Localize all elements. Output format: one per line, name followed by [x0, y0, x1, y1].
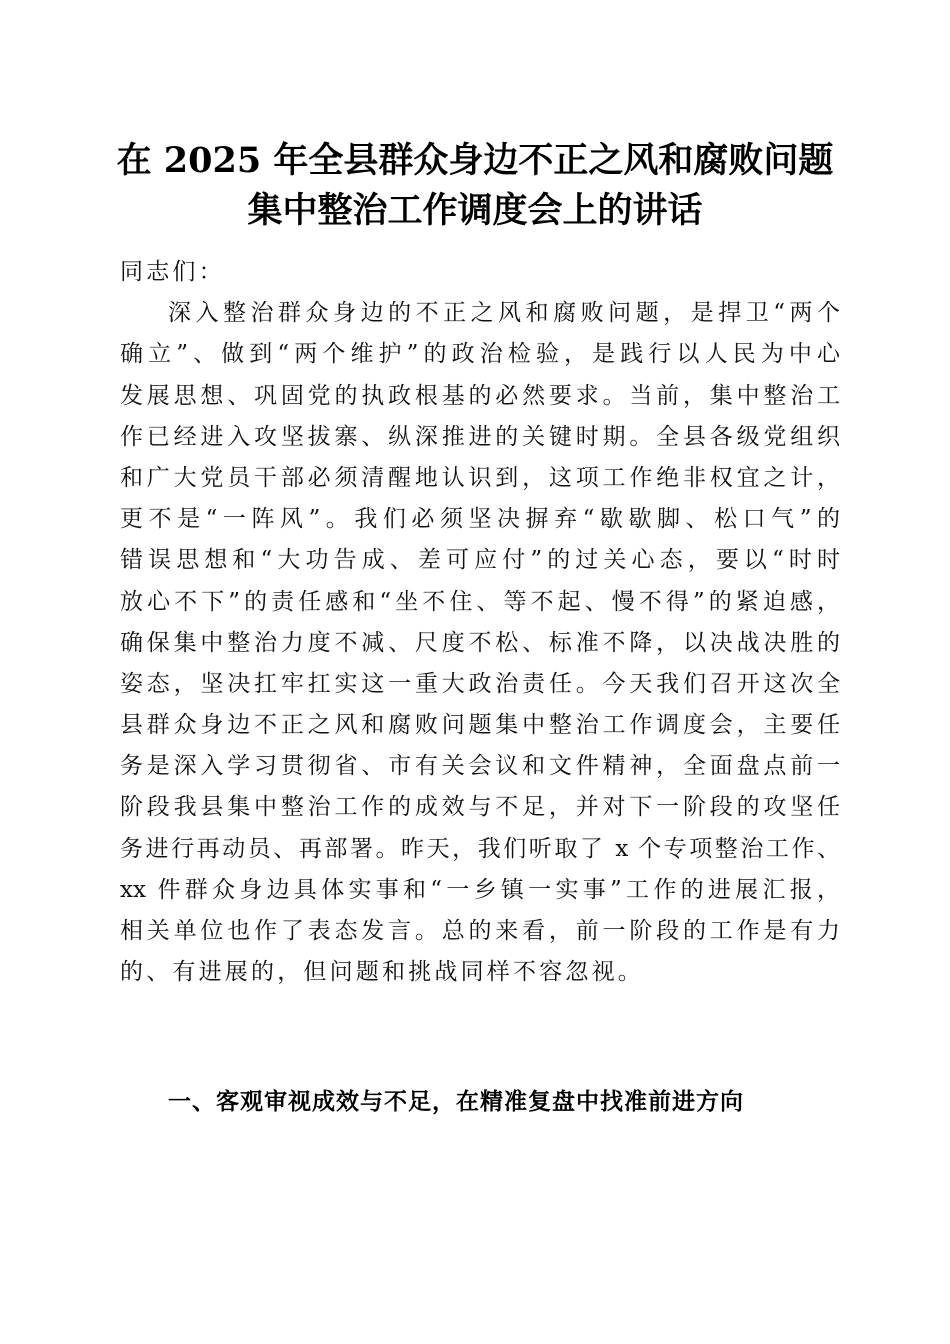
paragraph-line: 错误思想和“大功告成、差可应付”的过关心态，要以“时时 — [120, 547, 840, 574]
paragraph-line: 作已经进入攻坚拔寨、纵深推进的关键时期。全县各级党组织 — [120, 423, 840, 450]
section-heading: 一、客观审视成效与不足，在精准复盘中找准前进方向 — [168, 1089, 744, 1115]
paragraph-line: 发展思想、巩固党的执政根基的必然要求。当前，集中整治工 — [120, 382, 840, 409]
paragraph-line: 确保集中整治力度不减、尺度不松、标准不降，以决战决胜的 — [120, 629, 840, 656]
paragraph-line: 相关单位也作了表态发言。总的来看，前一阶段的工作是有力 — [120, 918, 840, 944]
paragraph-line: xx 件群众身边具体实事和“一乡镇一实事”工作的进展汇报， — [120, 876, 840, 903]
salutation: 同志们： — [120, 259, 225, 285]
speech-body — [120, 252, 840, 993]
paragraph-line: 务是深入学习贯彻省、市有关会议和文件精神，全面盘点前一 — [120, 753, 840, 780]
paragraph-line: 阶段我县集中整治工作的成效与不足，并对下一阶段的攻坚任 — [120, 794, 840, 821]
paragraph-line: 更不是“一阵风”。我们必须坚决摒弃“歇歇脚、松口气”的 — [120, 506, 840, 533]
paragraph-line: 姿态，坚决扛牢扛实这一重大政治责任。今天我们召开这次全 — [120, 670, 840, 697]
document-title — [80, 136, 870, 236]
paragraph-line: 确立”、做到“两个维护”的政治检验，是践行以人民为中心 — [120, 341, 840, 368]
paragraph-line: 县群众身边不正之风和腐败问题集中整治工作调度会，主要任 — [120, 712, 840, 739]
title-line-1: 在 2025 年全县群众身边不正之风和腐败问题 — [116, 140, 834, 181]
paragraph-line: 的、有进展的，但问题和挑战同样不容忽视。 — [120, 959, 644, 986]
paragraph-line: 深入整治群众身边的不正之风和腐败问题，是捍卫“两个 — [168, 300, 840, 327]
paragraph-line: 和广大党员干部必须清醒地认识到，这项工作绝非权宜之计， — [120, 464, 840, 491]
paragraph-line: 务进行再动员、再部署。昨天，我们听取了 x 个专项整治工作、 — [120, 835, 840, 862]
title-line-2: 集中整治工作调度会上的讲话 — [247, 190, 703, 231]
paragraph-line: 放心不下”的责任感和“坐不住、等不起、慢不得”的紧迫感， — [120, 588, 840, 615]
